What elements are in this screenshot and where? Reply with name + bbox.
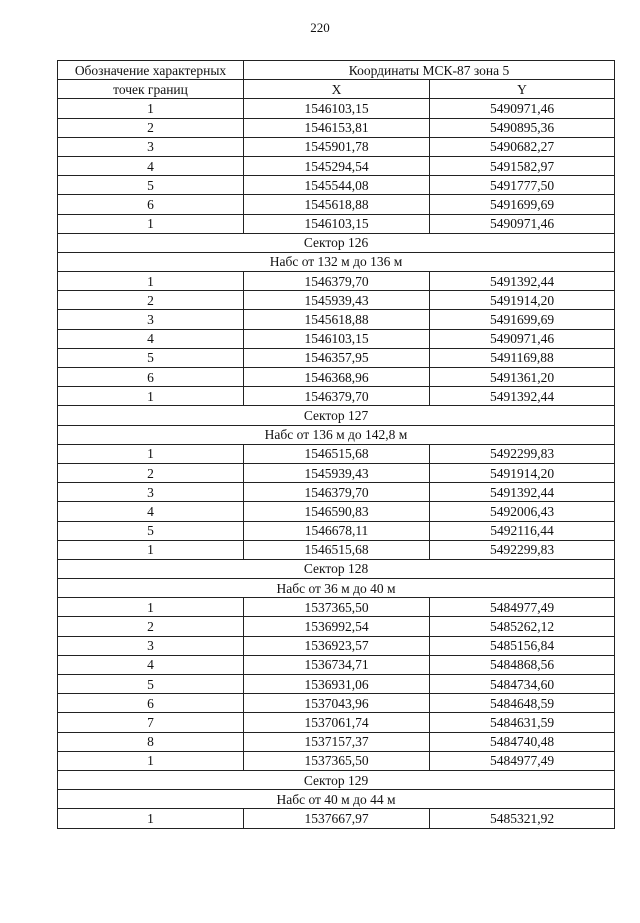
header-y-label: Y [430, 80, 615, 99]
point-number-cell: 1 [58, 444, 244, 463]
point-number-cell: 1 [58, 540, 244, 559]
x-coordinate-cell: 1546590,83 [244, 502, 430, 521]
section-row [58, 559, 615, 578]
x-coordinate-cell: 1546515,68 [244, 444, 430, 463]
x-coordinate-cell: 1536992,54 [244, 617, 430, 636]
y-coordinate-cell: 5490895,36 [430, 118, 615, 137]
x-coordinate-cell: 1537043,96 [244, 694, 430, 713]
table-row [58, 463, 615, 482]
section-label: Набс от 136 м до 142,8 м [58, 425, 615, 444]
section-row [58, 425, 615, 444]
y-coordinate-cell: 5490682,27 [430, 137, 615, 156]
y-coordinate-cell: 5491699,69 [430, 195, 615, 214]
point-number-cell: 1 [58, 809, 244, 828]
table-row [58, 118, 615, 137]
y-coordinate-cell: 5491699,69 [430, 310, 615, 329]
x-coordinate-cell: 1546678,11 [244, 521, 430, 540]
point-number-cell: 1 [58, 751, 244, 770]
y-coordinate-cell: 5490971,46 [430, 214, 615, 233]
section-row [58, 579, 615, 598]
y-coordinate-cell: 5491914,20 [430, 463, 615, 482]
point-number-cell: 4 [58, 502, 244, 521]
point-number-cell: 7 [58, 713, 244, 732]
section-label: Набс от 132 м до 136 м [58, 252, 615, 271]
section-label: Набс от 36 м до 40 м [58, 579, 615, 598]
y-coordinate-cell: 5491392,44 [430, 483, 615, 502]
x-coordinate-cell: 1546357,95 [244, 348, 430, 367]
y-coordinate-cell: 5492299,83 [430, 540, 615, 559]
y-coordinate-cell: 5490971,46 [430, 99, 615, 118]
x-coordinate-cell: 1536923,57 [244, 636, 430, 655]
table-row [58, 444, 615, 463]
x-coordinate-cell: 1546368,96 [244, 368, 430, 387]
table-body [58, 99, 615, 828]
table-row [58, 655, 615, 674]
point-number-cell: 4 [58, 329, 244, 348]
table-row [58, 310, 615, 329]
section-row [58, 252, 615, 271]
x-coordinate-cell: 1537365,50 [244, 598, 430, 617]
x-coordinate-cell: 1545939,43 [244, 463, 430, 482]
y-coordinate-cell: 5484740,48 [430, 732, 615, 751]
table-row [58, 540, 615, 559]
section-row [58, 406, 615, 425]
header-point-label-line2: точек границ [58, 80, 244, 99]
y-coordinate-cell: 5490971,46 [430, 329, 615, 348]
table-row [58, 598, 615, 617]
x-coordinate-cell: 1536931,06 [244, 675, 430, 694]
header-point-label-line1: Обозначение характерных [58, 61, 244, 80]
point-number-cell: 6 [58, 368, 244, 387]
point-number-cell: 4 [58, 655, 244, 674]
point-number-cell: 1 [58, 272, 244, 291]
table-header-row [58, 61, 615, 80]
point-number-cell: 2 [58, 118, 244, 137]
table-row [58, 272, 615, 291]
point-number-cell: 5 [58, 176, 244, 195]
section-row [58, 770, 615, 789]
section-row [58, 790, 615, 809]
x-coordinate-cell: 1545618,88 [244, 310, 430, 329]
point-number-cell: 2 [58, 291, 244, 310]
point-number-cell: 1 [58, 99, 244, 118]
section-row [58, 233, 615, 252]
point-number-cell: 6 [58, 694, 244, 713]
table-row [58, 732, 615, 751]
y-coordinate-cell: 5491169,88 [430, 348, 615, 367]
x-coordinate-cell: 1546515,68 [244, 540, 430, 559]
table-row [58, 329, 615, 348]
table-row [58, 713, 615, 732]
y-coordinate-cell: 5484631,59 [430, 713, 615, 732]
x-coordinate-cell: 1545294,54 [244, 156, 430, 175]
point-number-cell: 2 [58, 463, 244, 482]
x-coordinate-cell: 1545618,88 [244, 195, 430, 214]
x-coordinate-cell: 1545939,43 [244, 291, 430, 310]
y-coordinate-cell: 5485321,92 [430, 809, 615, 828]
y-coordinate-cell: 5485156,84 [430, 636, 615, 655]
point-number-cell: 1 [58, 387, 244, 406]
point-number-cell: 8 [58, 732, 244, 751]
table-row [58, 502, 615, 521]
point-number-cell: 5 [58, 348, 244, 367]
point-number-cell: 3 [58, 310, 244, 329]
y-coordinate-cell: 5484648,59 [430, 694, 615, 713]
x-coordinate-cell: 1537157,37 [244, 732, 430, 751]
table-row [58, 348, 615, 367]
table-row [58, 521, 615, 540]
y-coordinate-cell: 5491582,97 [430, 156, 615, 175]
x-coordinate-cell: 1546103,15 [244, 329, 430, 348]
y-coordinate-cell: 5484734,60 [430, 675, 615, 694]
page-number: 220 [310, 20, 330, 35]
x-coordinate-cell: 1537667,97 [244, 809, 430, 828]
y-coordinate-cell: 5491777,50 [430, 176, 615, 195]
section-label: Сектор 128 [58, 559, 615, 578]
x-coordinate-cell: 1545901,78 [244, 137, 430, 156]
table-row [58, 214, 615, 233]
table-row [58, 195, 615, 214]
x-coordinate-cell: 1545544,08 [244, 176, 430, 195]
table-row [58, 694, 615, 713]
point-number-cell: 3 [58, 137, 244, 156]
table-row [58, 751, 615, 770]
y-coordinate-cell: 5491392,44 [430, 272, 615, 291]
point-number-cell: 1 [58, 598, 244, 617]
table-row [58, 387, 615, 406]
point-number-cell: 4 [58, 156, 244, 175]
table-row [58, 368, 615, 387]
section-label: Сектор 127 [58, 406, 615, 425]
y-coordinate-cell: 5492116,44 [430, 521, 615, 540]
table-row [58, 483, 615, 502]
x-coordinate-cell: 1546103,15 [244, 214, 430, 233]
x-coordinate-cell: 1546379,70 [244, 483, 430, 502]
coordinates-table [57, 60, 615, 829]
point-number-cell: 2 [58, 617, 244, 636]
x-coordinate-cell: 1546379,70 [244, 272, 430, 291]
point-number-cell: 5 [58, 675, 244, 694]
point-number-cell: 3 [58, 636, 244, 655]
table-row [58, 291, 615, 310]
x-coordinate-cell: 1537365,50 [244, 751, 430, 770]
x-coordinate-cell: 1546153,81 [244, 118, 430, 137]
x-coordinate-cell: 1546379,70 [244, 387, 430, 406]
point-number-cell: 6 [58, 195, 244, 214]
y-coordinate-cell: 5491392,44 [430, 387, 615, 406]
table-row [58, 636, 615, 655]
x-coordinate-cell: 1536734,71 [244, 655, 430, 674]
table-row [58, 137, 615, 156]
point-number-cell: 1 [58, 214, 244, 233]
table-row [58, 176, 615, 195]
header-x-label: X [244, 80, 430, 99]
y-coordinate-cell: 5492299,83 [430, 444, 615, 463]
y-coordinate-cell: 5484977,49 [430, 598, 615, 617]
table-row [58, 156, 615, 175]
y-coordinate-cell: 5492006,43 [430, 502, 615, 521]
table-row [58, 809, 615, 828]
section-label: Сектор 126 [58, 233, 615, 252]
table-row [58, 617, 615, 636]
y-coordinate-cell: 5491914,20 [430, 291, 615, 310]
table-row [58, 99, 615, 118]
y-coordinate-cell: 5484977,49 [430, 751, 615, 770]
x-coordinate-cell: 1537061,74 [244, 713, 430, 732]
y-coordinate-cell: 5485262,12 [430, 617, 615, 636]
section-label: Набс от 40 м до 44 м [58, 790, 615, 809]
table-header-row [58, 80, 615, 99]
y-coordinate-cell: 5484868,56 [430, 655, 615, 674]
point-number-cell: 3 [58, 483, 244, 502]
section-label: Сектор 129 [58, 770, 615, 789]
header-coords-label: Координаты МСК-87 зона 5 [244, 61, 615, 80]
x-coordinate-cell: 1546103,15 [244, 99, 430, 118]
y-coordinate-cell: 5491361,20 [430, 368, 615, 387]
point-number-cell: 5 [58, 521, 244, 540]
table-row [58, 675, 615, 694]
